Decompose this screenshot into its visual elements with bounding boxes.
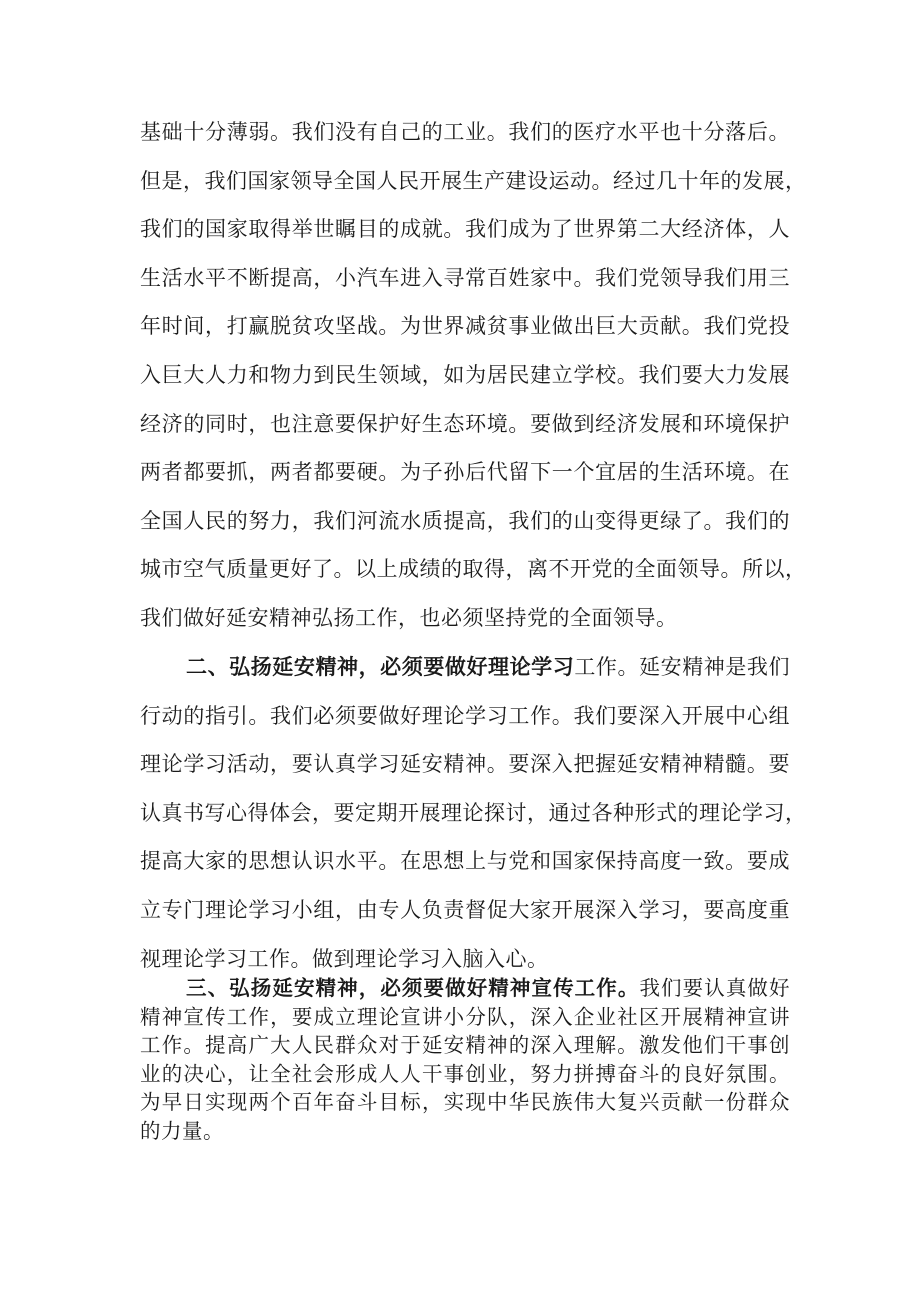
paragraph-line: 视理论学习工作。做到理论学习入脑入心。 (140, 946, 549, 971)
paragraph-line: 行动的指引。我们必须要做好理论学习工作。我们要深入开展中心组 (140, 703, 790, 728)
paragraph-line-rest: 工作。延安精神是我们 (574, 655, 791, 679)
section-heading-2: 二、弘扬延安精神，必须要做好理论学习 (186, 654, 575, 679)
paragraph-line: 经济的同时，也注意要保护好生态环境。要做到经济发展和环境保护 (140, 411, 790, 436)
paragraph-line: 基础十分薄弱。我们没有自己的工业。我们的医疗水平也十分落后。 (140, 120, 790, 144)
paragraph-first-line (140, 974, 790, 1003)
paragraph-line: 立专门理论学习小组，由专人负责督促大家开展深入学习，要高度重 (140, 897, 790, 922)
paragraph-line: 但是，我们国家领导全国人民开展生产建设运动。经过几十年的发展， (140, 168, 807, 193)
paragraph-line: 生活水平不断提高，小汽车进入寻常百姓家中。我们党领导我们用三 (140, 265, 790, 290)
paragraph-line: 我们的国家取得举世瞩目的成就。我们成为了世界第二大经济体，人 (140, 217, 790, 242)
paragraph-line-rest: 我们要认真做好 (639, 976, 791, 1000)
paragraph-line: 全国人民的努力，我们河流水质提高，我们的山变得更绿了。我们的 (140, 508, 790, 533)
paragraph-2 (140, 643, 807, 983)
paragraph-line: 理论学习活动，要认真学习延安精神。要深入把握延安精神精髓。要 (140, 752, 790, 777)
paragraph-1 (140, 108, 807, 643)
paragraph-line: 业的决心，让全社会形成人人干事创业，努力拼搏奋斗的良好氛围。 (140, 1061, 790, 1086)
paragraph-line: 入巨大人力和物力到民生领域，如为居民建立学校。我们要大力发展 (140, 362, 790, 387)
paragraph-line: 认真书写心得体会，要定期开展理论探讨，通过各种形式的理论学习， (140, 800, 807, 825)
paragraph-line: 精神宣传工作，要成立理论宣讲小分队，深入企业社区开展精神宣讲 (140, 1004, 790, 1029)
section-heading-3: 三、弘扬延安精神，必须要做好精神宣传工作。 (186, 976, 640, 1000)
paragraph-line: 提高大家的思想认识水平。在思想上与党和国家保持高度一致。要成 (140, 849, 790, 874)
paragraph-line: 的力量。 (140, 1118, 224, 1143)
paragraph-line: 为早日实现两个百年奋斗目标，实现中华民族伟大复兴贡献一份群众 (140, 1090, 790, 1114)
paragraph-line: 工作。提高广大人民群众对于延安精神的深入理解。激发他们干事创 (140, 1033, 790, 1057)
paragraph-first-line (140, 643, 790, 692)
paragraph-line: 我们做好延安精神弘扬工作，也必须坚持党的全面领导。 (140, 605, 678, 630)
paragraph-line: 城市空气质量更好了。以上成绩的取得，离不开党的全面领导。所以， (140, 557, 807, 582)
paragraph-3 (140, 974, 790, 1145)
paragraph-line: 年时间，打赢脱贫攻坚战。为世界减贫事业做出巨大贡献。我们党投 (140, 314, 790, 339)
paragraph-line: 两者都要抓，两者都要硬。为子孙后代留下一个宜居的生活环境。在 (140, 460, 790, 485)
